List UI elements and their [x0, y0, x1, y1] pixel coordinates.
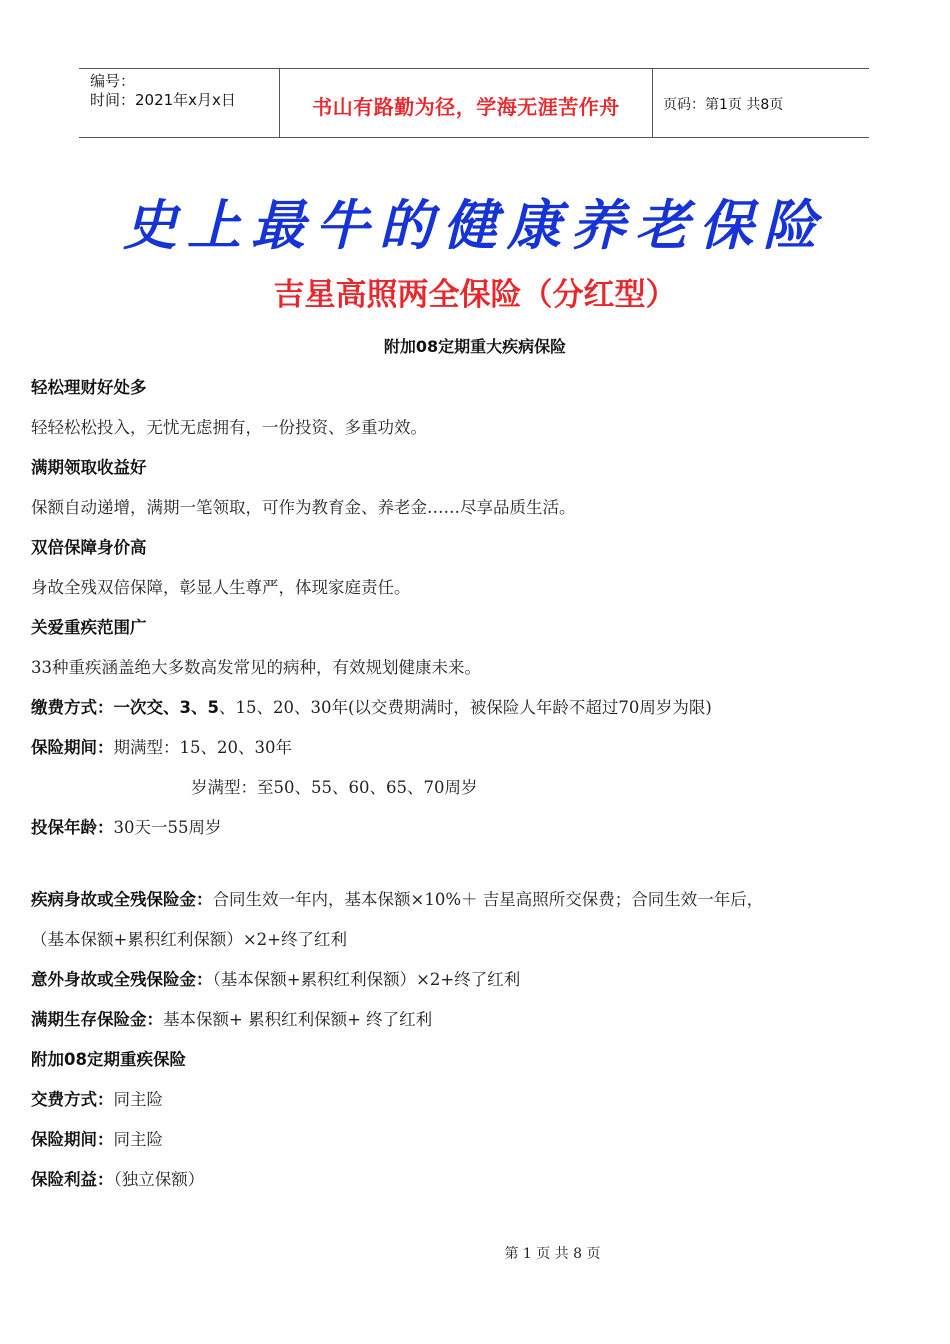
number-label: 编号：	[90, 72, 136, 90]
rider-pay-text: 同主险	[113, 1090, 163, 1109]
sub-title-rider: 附加08定期重大疾病保险	[383, 337, 567, 356]
maturity-text: 基本保额+ 累积红利保额+ 终了红利	[163, 1010, 433, 1029]
section-text: 保额自动递增，满期一笔领取，可作为教育金、养老金……尽享品质生活。	[31, 498, 576, 517]
rider-heading: 附加08定期重疾保险	[31, 1050, 186, 1069]
payment-bold: 一次交、3、5	[113, 698, 219, 717]
section-text: 身故全残双倍保障，彰显人生尊严，体现家庭责任。	[31, 578, 411, 597]
illness-benefit-line	[31, 880, 901, 920]
rider-period-text: 同主险	[113, 1130, 163, 1149]
section-heading: 关爱重疾范围广	[31, 618, 147, 637]
section-text: 33种重疾涵盖绝大多数高发常见的病种，有效规划健康未来。	[31, 658, 481, 677]
rider-period-line	[31, 1120, 901, 1160]
illness-label: 疾病身故或全残保险金：	[31, 890, 213, 909]
sub-title: 吉星高照两全保险（分红型）	[273, 277, 677, 313]
period-line	[31, 728, 901, 768]
age-line	[31, 808, 901, 848]
age-label: 投保年龄：	[31, 818, 114, 837]
spacer	[31, 848, 901, 880]
rider-benefit-line	[31, 1160, 901, 1200]
header-page-info: 页码：第1页 共8页	[663, 97, 784, 113]
rider-benefit-text: （独立保额）	[113, 1170, 205, 1189]
accident-text: （基本保额+累积红利保额）×2+终了红利	[212, 970, 521, 989]
rider-benefit-label: 保险利益：	[31, 1170, 114, 1189]
accident-label: 意外身故或全残保险金：	[31, 970, 213, 989]
section-heading: 轻松理财好处多	[31, 378, 147, 397]
payment-line	[31, 688, 901, 728]
period-text: 期满型：15、20、30年	[113, 738, 292, 757]
document-body	[31, 368, 901, 1200]
illness-benefit-line-2: （基本保额+累积红利保额）×2+终了红利	[31, 930, 347, 949]
footer-page-number: 第 1 页 共 8 页	[504, 1246, 601, 1262]
accident-benefit-line	[31, 960, 901, 1000]
section-heading: 双倍保障身价高	[31, 538, 147, 557]
period-line-2: 岁满型：至50、55、60、65、70周岁	[191, 778, 478, 797]
maturity-label: 满期生存保险金：	[31, 1010, 163, 1029]
header-meta-cell	[79, 69, 280, 137]
section-heading: 满期领取收益好	[31, 458, 147, 477]
section-text: 轻轻松松投入，无忧无虑拥有，一份投资、多重功效。	[31, 418, 427, 437]
main-title: 史上最牛的健康养老保险	[123, 193, 827, 257]
rider-period-label: 保险期间：	[31, 1130, 114, 1149]
maturity-benefit-line	[31, 1000, 901, 1040]
time-label: 时间：2021年x月x日	[90, 91, 236, 109]
rider-pay-label: 交费方式：	[31, 1090, 114, 1109]
age-text: 30天一55周岁	[113, 818, 222, 837]
illness-text: 合同生效一年内，基本保额×10%＋ 吉星高照所交保费；合同生效一年后，	[212, 890, 764, 909]
payment-text: 、15、20、30年(以交费期满时，被保险人年龄不超过70周岁为限)	[218, 698, 712, 717]
rider-pay-line	[31, 1080, 901, 1120]
page-footer	[0, 1243, 950, 1263]
header-table	[79, 68, 869, 138]
payment-label: 缴费方式：	[31, 698, 114, 717]
header-motto: 书山有路勤为径，学海无涯苦作舟	[280, 69, 653, 137]
period-label: 保险期间：	[31, 738, 114, 757]
